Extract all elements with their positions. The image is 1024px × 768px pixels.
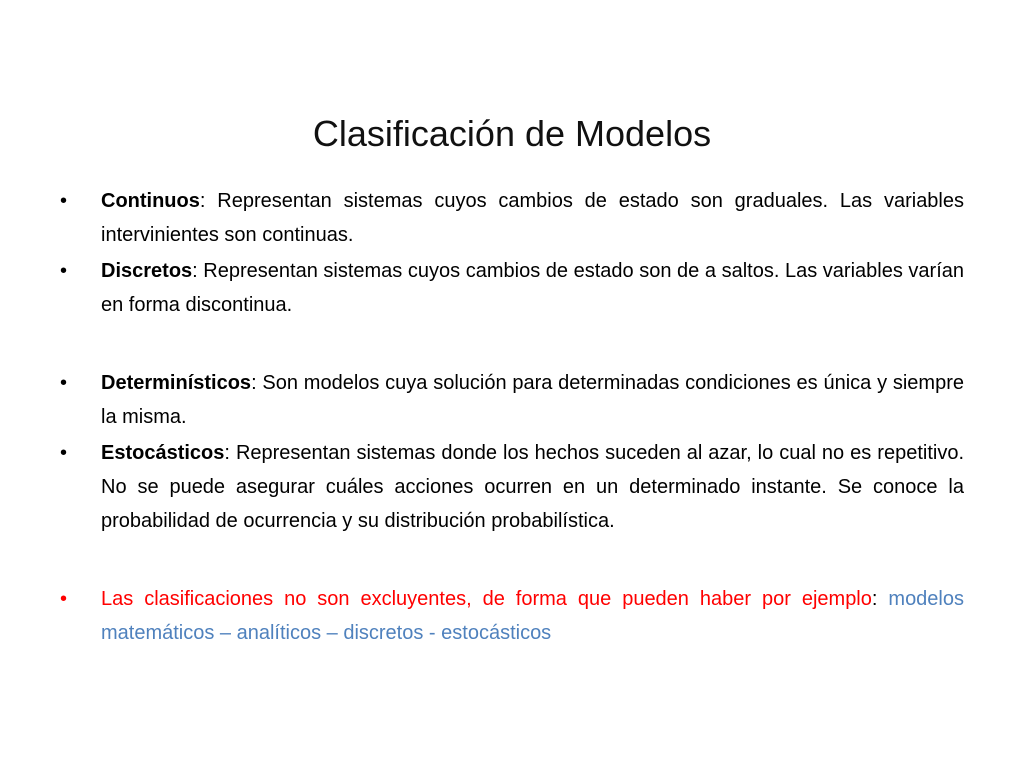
bullet-deterministicos (60, 366, 964, 434)
bullet-text: Representan sistemas cuyos cambios de estado son graduales. Las variables intervinientes son continuas. (101, 190, 964, 246)
bullet-separator: : (251, 372, 257, 394)
bullet-term: Discretos (101, 260, 193, 282)
bullet-icon: • (60, 260, 68, 282)
bullet-icon: • (60, 442, 68, 464)
bullet-estocasticos (60, 436, 964, 538)
note-example: modelos matemáticos – analíticos – discretos - estocásticos (101, 588, 964, 644)
bullet-continuos (60, 184, 964, 252)
bullet-icon: • (60, 372, 68, 394)
bullet-separator: : (224, 442, 230, 464)
bullet-separator: : (199, 190, 206, 212)
bullet-icon: • (60, 190, 68, 212)
bullet-list (60, 184, 964, 650)
note-text: Las clasificaciones no son excluyentes, de forma que pueden haber por ejemplo (101, 588, 872, 610)
note-separator: : (871, 588, 878, 610)
bullet-note (60, 582, 964, 650)
bullet-separator: : (192, 260, 198, 282)
bullet-text: Representan sistemas cuyos cambios de estado son de a saltos. Las variables varían en forma discontinua. (101, 260, 964, 316)
bullet-text: Son modelos cuya solución para determinadas condiciones es única y siempre la misma. (101, 372, 964, 428)
bullet-icon: • (60, 588, 68, 610)
bullet-discretos (60, 254, 964, 322)
bullet-text: Representan sistemas donde los hechos suceden al azar, lo cual no es repetitivo. No se puede asegurar cuáles acciones ocurren en un determinado instante. Se conoce la probabilidad de ocurrencia y su distribución probabilística. (101, 442, 964, 532)
bullet-term: Estocásticos (101, 442, 225, 464)
bullet-term: Determinísticos (101, 372, 252, 394)
slide-title: Clasificación de Modelos (312, 113, 712, 154)
bullet-term: Continuos (101, 190, 200, 212)
